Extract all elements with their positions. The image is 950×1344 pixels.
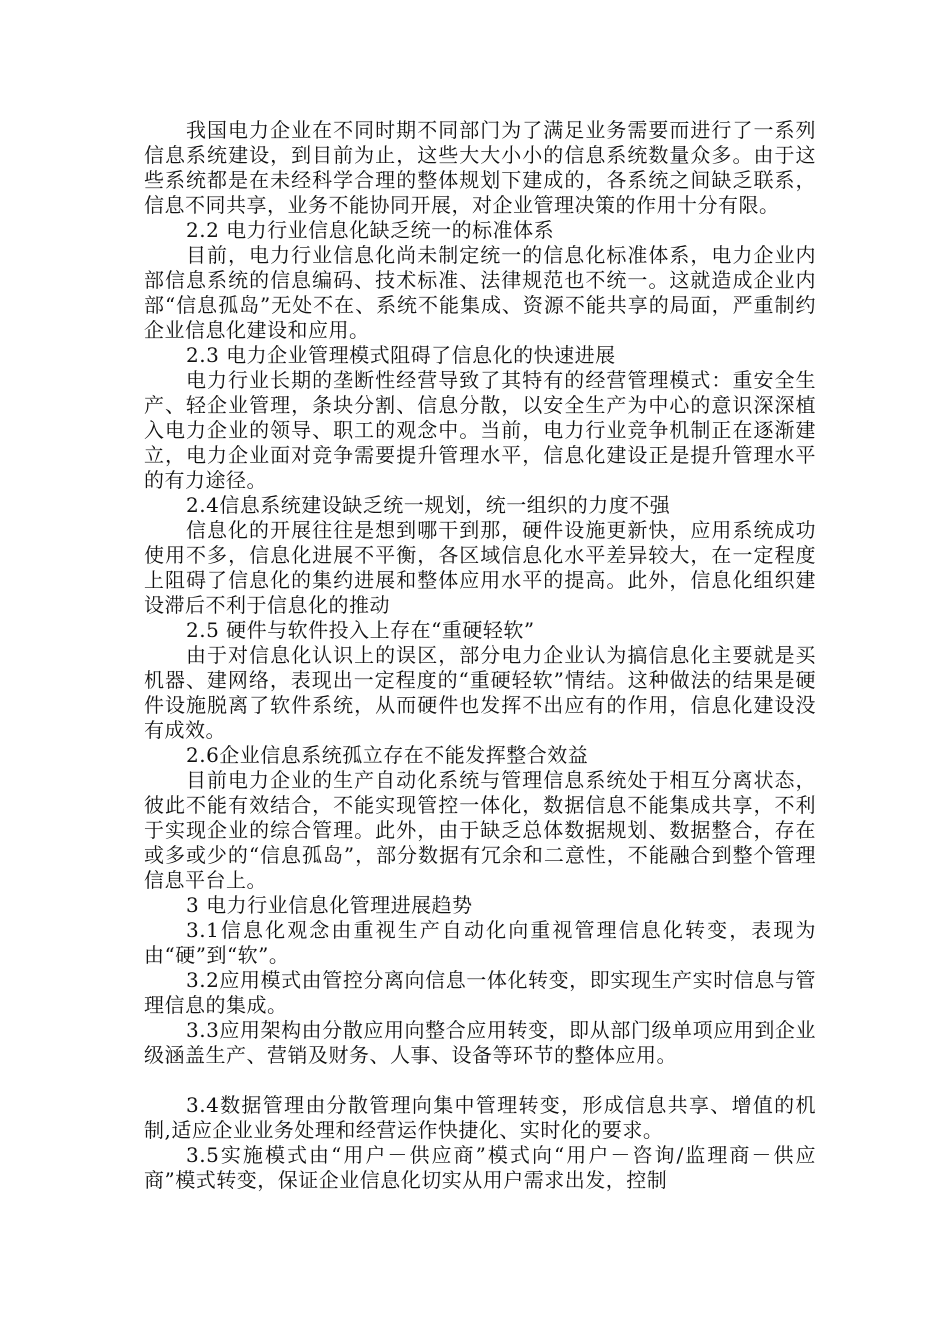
section-heading: 3 电力行业信息化管理进展趋势 — [186, 893, 473, 917]
body-paragraph: 3.4数据管理由分散管理向集中管理转变，形成信息共享、增值的机制,适应企业业务处理和经营运作快捷化、实时化的要求。 — [144, 1093, 816, 1142]
body-paragraph: 3.2应用模式由管控分离向信息一体化转变，即实现生产实时信息与管理信息的集成。 — [144, 968, 816, 1017]
body-paragraph: 电力行业长期的垄断性经营导致了其特有的经营管理模式：重安全生产、轻企业管理，条块分割、信息分散，以安全生产为中心的意识深深植入电力企业的领导、职工的观念中。当前，电力行业竞争机制正在逐渐建立，电力企业面对竞争需要提升管理水平，信息化建设正是提升管理水平的有力途径。 — [144, 368, 816, 492]
body-paragraph: 信息化的开展往往是想到哪干到那，硬件设施更新快，应用系统成功使用不多，信息化进展不平衡，各区域信息化水平差异较大，在一定程度上阻碍了信息化的集约进展和整体应用水平的提高。此外，信息化组织建设滞后不利于信息化的推动 — [144, 518, 816, 617]
body-paragraph: 3.1信息化观念由重视生产自动化向重视管理信息化转变，表现为由“硬”到“软”。 — [144, 918, 816, 967]
body-paragraph: 3.5实施模式由“用户－供应商”模式向“用户－咨询/监理商－供应商”模式转变，保证企业信息化切实从用户需求出发，控制 — [144, 1143, 816, 1192]
body-paragraph: 目前，电力行业信息化尚未制定统一的信息化标准体系，电力企业内部信息系统的信息编码、技术标准、法律规范也不统一。这就造成企业内部“信息孤岛”无处不在、系统不能集成、资源不能共享的局面，严重制约企业信息化建设和应用。 — [144, 243, 816, 342]
section-heading: 2.5 硬件与软件投入上存在“重硬轻软” — [186, 618, 535, 642]
body-paragraph: 由于对信息化认识上的误区，部分电力企业认为搞信息化主要就是买机器、建网络，表现出一定程度的“重硬轻软”情结。这种做法的结果是硬件设施脱离了软件系统，从而硬件也发挥不出应有的作用，信息化建设没有成效。 — [144, 643, 816, 742]
section-heading: 2.6企业信息系统孤立存在不能发挥整合效益 — [186, 743, 589, 767]
blank-line — [144, 1068, 816, 1093]
body-paragraph: 我国电力企业在不同时期不同部门为了满足业务需要而进行了一系列信息系统建设，到目前为止，这些大大小小的信息系统数量众多。由于这些系统都是在未经科学合理的整体规划下建成的，各系统之间缺乏联系，信息不同共享，业务不能协同开展，对企业管理决策的作用十分有限。 — [144, 118, 816, 217]
section-heading: 2.4信息系统建设缺乏统一规划，统一组织的力度不强 — [186, 493, 671, 517]
body-paragraph: 3.3应用架构由分散应用向整合应用转变，即从部门级单项应用到企业级涵盖生产、营销及财务、人事、设备等环节的整体应用。 — [144, 1018, 816, 1067]
section-heading: 2.2 电力行业信息化缺乏统一的标准体系 — [186, 218, 555, 242]
document-body — [144, 118, 816, 1193]
section-heading: 2.3 电力企业管理模式阻碍了信息化的快速进展 — [186, 343, 616, 367]
body-paragraph: 目前电力企业的生产自动化系统与管理信息系统处于相互分离状态，彼此不能有效结合，不能实现管控一体化，数据信息不能集成共享，不利于实现企业的综合管理。此外，由于缺乏总体数据规划、数据整合，存在或多或少的“信息孤岛”，部分数据有冗余和二意性，不能融合到整个管理信息平台上。 — [144, 768, 816, 892]
